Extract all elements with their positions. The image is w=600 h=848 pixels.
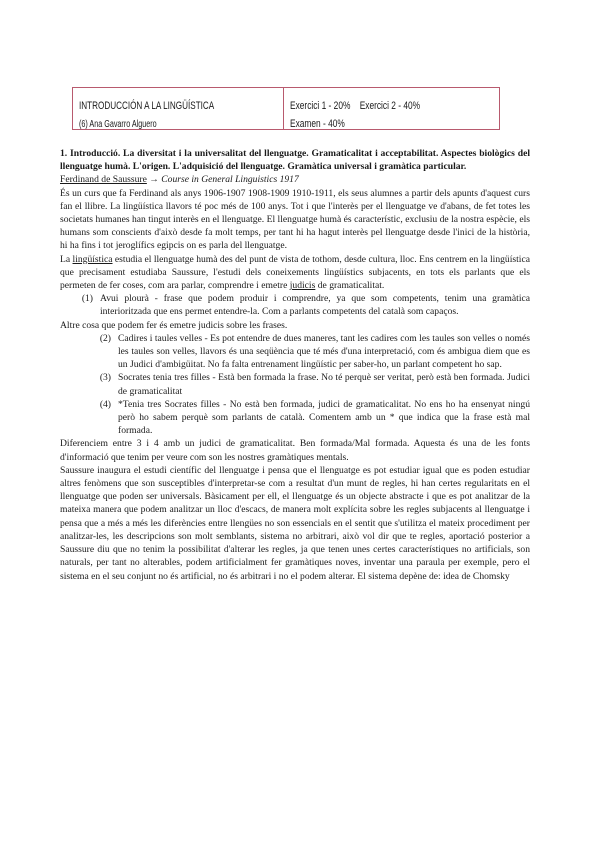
example-1-text: Avui plourà - frase que podem produir i comprendre, ya que som competents, tenim una gramàtica interioritzada que ens permet entendre-la. Com a parlants competents del català som capaços. xyxy=(100,293,530,318)
example-3 xyxy=(60,371,530,397)
example-2-text: Cadires i taules velles - Es pot entendre de dues maneres, tant les cadires com les taules son velles o només les taules son velles, llavors és una seqüència que té més d'una interpretació, com és ambigua diem que es un Judici d'ambigüitat. No fa falta entrenament lingüístic per saber-ho, un parlant competent ho sap. xyxy=(118,332,530,371)
term-judicis: judicis xyxy=(289,280,316,292)
reference-work: Course in General Linguistics 1917 xyxy=(161,174,299,186)
example-1 xyxy=(60,292,530,318)
arrow-icon: → xyxy=(149,174,159,186)
paragraph-5: Saussure inaugura el estudi científic del llenguatge i pensa que el llenguatge es pot estudiar igual que es poden estudiar altres fenòmens que son susceptibles d'interpretar-se com a resultat d'un munt de regles, hi han certes regularitats en el llenguatge que poden ser universals. Bàsicament per ell, el llenguatge és un objecte abstracte i que es pot analitzar de la mateixa manera que podem analitzar un lloc d'escacs, de manera molt explícita sobre les regles subjacents al llenguatge i pensa que a més a més les diferències entre llengües no son essencials en el sentit que s'utilitza el mateix procediment per analitzar-les, les descripcions son molt semblants, sistema no arbitrari, això vol dir que te regles, aportació posterior a Saussure diu que no tenim la possibilitat d'alterar les regles, ja que tenen unes certes característiques no artificials, son naturals, per tant no alterables, podem artificialment fer gramàtiques noves, inventar una paraula per exemple, pero el sistema en el seu conjunt no és artificial, no és arbitrari i no el podem alterar. El sistema depène de: idea de Chomsky xyxy=(60,464,530,582)
example-3-text: Socrates tenia tres filles - Està ben formada la frase. No té perquè ser veritat, però està ben formada. Judici de gramaticalitat xyxy=(118,372,530,397)
example-2 xyxy=(60,332,530,372)
example-3-number: (3) xyxy=(99,372,111,384)
paragraph-2 xyxy=(60,253,530,293)
document-body xyxy=(60,147,530,583)
paragraph-3: Altre cosa que podem fer és emetre judicis sobre les frases. xyxy=(60,319,288,331)
paragraph-2-part-a: La xyxy=(60,253,73,265)
teacher-name: (6) Ana Gavarro Alguero xyxy=(79,119,157,130)
term-linguistica: lingüística xyxy=(72,253,113,265)
example-2-number: (2) xyxy=(99,332,111,344)
example-4 xyxy=(60,398,530,438)
section-heading: 1. Introducció. La diversitat i la universalitat del llenguatge. Gramaticalitat i acceptabilitat. Aspectes biològics del llenguatge humà. L'origen. L'adquisició del llenguatge. Gramàtica universal i gramàtica particular. xyxy=(60,148,530,173)
header-box xyxy=(72,87,500,130)
example-4-number: (4) xyxy=(99,398,111,410)
course-title: INTRODUCCIÓN A LA LINGÜÍSTICA xyxy=(79,100,215,112)
paragraph-4: Diferenciem entre 3 i 4 amb un judici de gramaticalitat. Ben formada/Mal formada. Aquesta és una de les fonts d'informació que tenim per veure com son les nostres gramàtiques mentals. xyxy=(60,438,530,463)
grading-exercises: Exercici 1 - 20% Exercici 2 - 40% xyxy=(290,100,421,112)
reference-line xyxy=(60,173,530,186)
paragraph-2-part-c: de gramaticalitat. xyxy=(315,280,385,292)
paragraph-2-part-b: estudia el llenguatge humà des del punt de vista de tothom, desde cultura, lloc. Ens centrem en la lingüística que precisament estudiaba Saussure, l'estudi dels coneixements lingüístics subjacents, en tots els parlants que els permeten de fer coses, com ara parlar, comprendre i emetre xyxy=(60,253,530,292)
grading-exam: Examen - 40% xyxy=(290,118,345,130)
example-4-text: *Tenia tres Socrates filles - No està ben formada, judici de gramaticalitat. No ens ho ha ensenyat ningú però ho sabem perquè som parlants de català. Comentem amb un * que indica que la frase està mal formada. xyxy=(118,398,530,437)
header-course-cell xyxy=(73,88,284,129)
reference-author: Ferdinand de Saussure xyxy=(60,174,147,186)
header-grading-cell xyxy=(284,88,499,129)
example-1-number: (1) xyxy=(81,293,93,305)
paragraph-1: És un curs que fa Ferdinand als anys 1906-1907 1908-1909 1910-1911, els seus alumnes a partir dels apunts d'aquest curs fan el llibre. La lingüística llavors té poc més de 100 anys. Tot i que l'interès per el llenguatge ve d'abans, de fet totes les societats humanes han tingut interès en el llenguatge. El llenguatge humà és característic, exclusiu de la nostra espècie, els humans som conscients d'això desde fa molt temps, per tant hi ha hagut interès pel llenguatge desde l'inici de la història, hi ha fins i tot jeroglífics egipcis on es parla del llenguatge. xyxy=(60,187,530,252)
